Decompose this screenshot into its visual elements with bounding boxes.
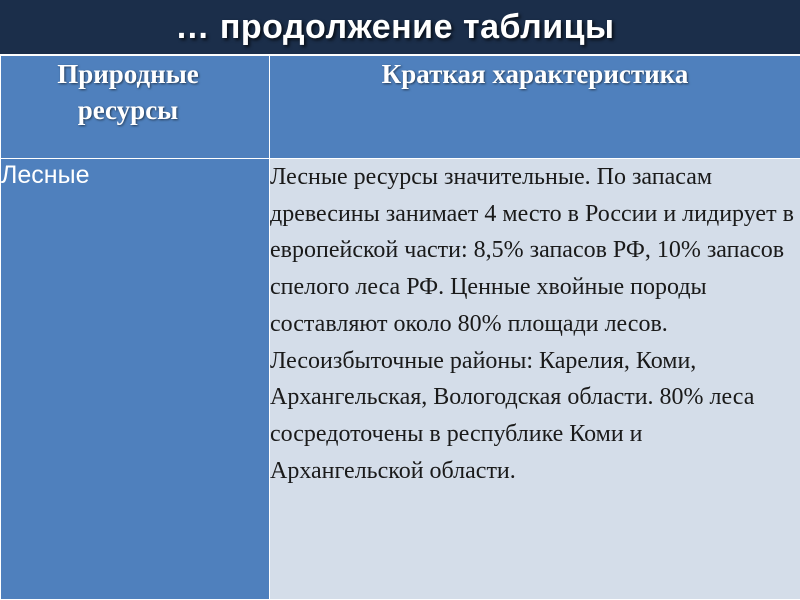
title-bar	[0, 0, 800, 54]
table-header-row	[1, 56, 800, 159]
slide-title: … продолжение таблицы	[175, 7, 615, 46]
header-short-description: Краткая характеристика	[270, 56, 800, 159]
resources-table	[0, 55, 800, 600]
table-row	[1, 159, 800, 600]
resource-description-cell: Лесные ресурсы значительные. По запасам древесины занимает 4 место в России и лидирует в европейской части: 8,5% запасов РФ, 10% запасов спелого леса РФ. Ценные хвойные породы составляют около 80% площади лесов. Лесоизбыточные районы: Карелия, Коми, Архангельская, Вологодская области. 80% леса сосредоточены в республике Коми и Архангельской области.	[270, 159, 800, 600]
resource-name-cell: Лесные	[1, 159, 270, 600]
header-natural-resources: Природные ресурсы	[1, 56, 270, 159]
